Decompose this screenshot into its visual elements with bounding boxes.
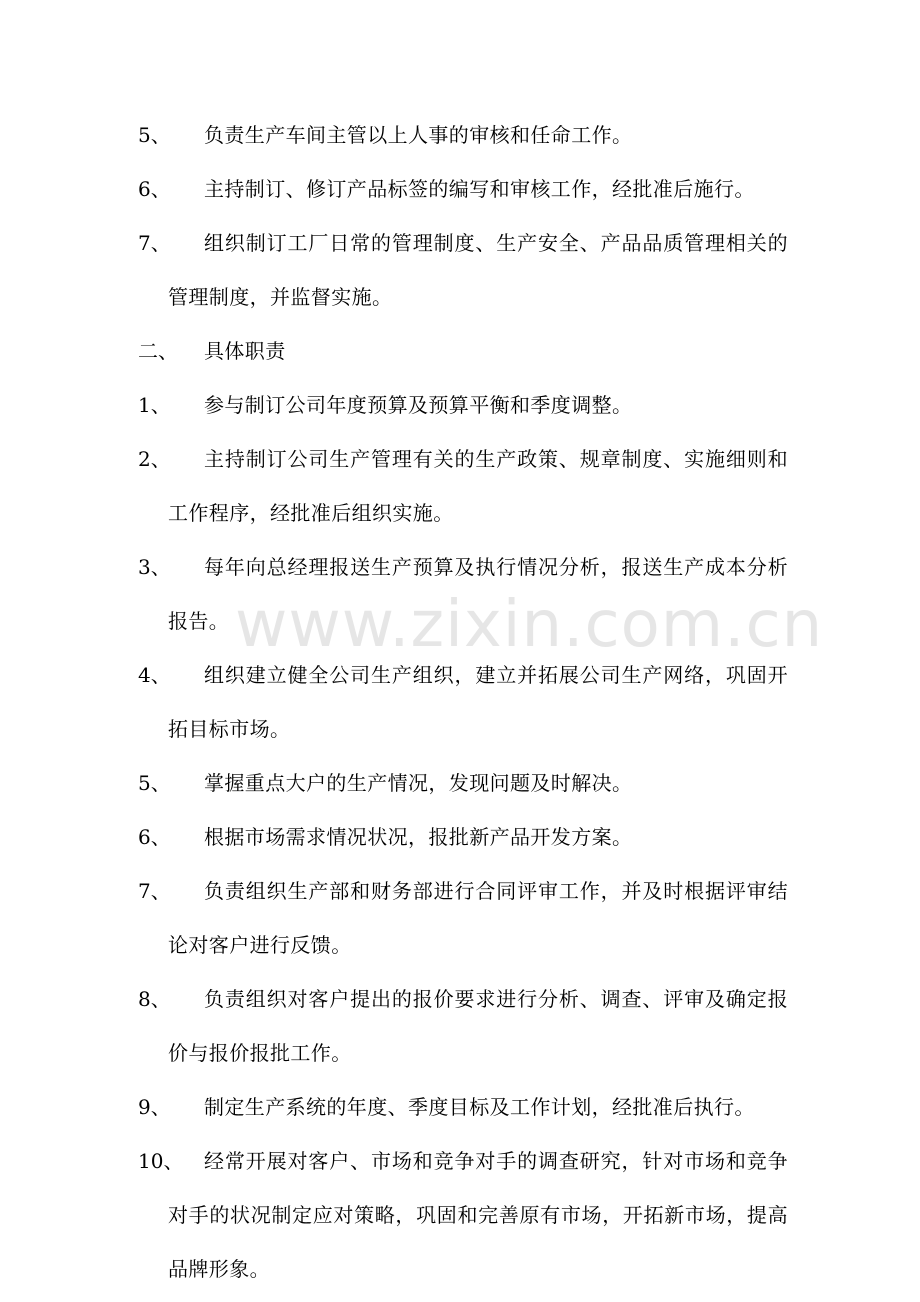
item-number: 6、 — [138, 825, 171, 849]
list-item — [138, 216, 788, 324]
list-item — [138, 972, 788, 1080]
item-number: 1、 — [138, 393, 171, 417]
item-text: 负责生产车间主管以上人事的审核和任命工作。 — [204, 123, 633, 147]
item-number: 4、 — [138, 663, 171, 687]
item-number: 5、 — [138, 771, 171, 795]
item-text: 根据市场需求情况状况，报批新产品开发方案。 — [204, 825, 633, 849]
list-item — [138, 1134, 788, 1296]
item-number: 2、 — [138, 447, 171, 471]
list-item — [138, 864, 788, 972]
item-number: 3、 — [138, 555, 171, 579]
list-item — [138, 378, 788, 432]
item-text: 组织制订工厂日常的管理制度、生产安全、产品品质管理相关的管理制度，并监督实施。 — [168, 231, 788, 309]
list-item — [138, 810, 788, 864]
list-item — [138, 432, 788, 540]
item-number: 6、 — [138, 177, 171, 201]
list-item — [138, 648, 788, 756]
item-text: 主持制订公司生产管理有关的生产政策、规章制度、实施细则和工作程序，经批准后组织实施。 — [168, 447, 788, 525]
list-item — [138, 540, 788, 648]
item-text: 经常开展对客户、市场和竞争对手的调查研究，针对市场和竞争对手的状况制定应对策略，巩固和完善原有市场，开拓新市场，提高品牌形象。 — [168, 1149, 788, 1281]
item-text: 每年向总经理报送生产预算及执行情况分析，报送生产成本分析报告。 — [168, 555, 788, 633]
item-text: 组织建立健全公司生产组织，建立并拓展公司生产网络，巩固开拓目标市场。 — [168, 663, 788, 741]
item-number: 8、 — [138, 987, 171, 1011]
list-item — [138, 162, 788, 216]
item-number: 5、 — [138, 123, 171, 147]
list-item — [138, 108, 788, 162]
item-number: 9、 — [138, 1095, 171, 1119]
section-number: 二、 — [138, 339, 178, 363]
item-number: 7、 — [138, 879, 171, 903]
list-item — [138, 756, 788, 810]
item-text: 负责组织生产部和财务部进行合同评审工作，并及时根据评审结论对客户进行反馈。 — [168, 879, 788, 957]
item-text: 负责组织对客户提出的报价要求进行分析、调查、评审及确定报价与报价报批工作。 — [168, 987, 788, 1065]
item-text: 掌握重点大户的生产情况，发现问题及时解决。 — [204, 771, 633, 795]
section-heading — [138, 324, 788, 378]
section-title: 具体职责 — [204, 339, 286, 363]
item-number: 10、 — [138, 1149, 184, 1173]
watermark: www.zixin.com.cn — [235, 588, 824, 662]
item-number: 7、 — [138, 231, 171, 255]
item-text: 参与制订公司年度预算及预算平衡和季度调整。 — [204, 393, 633, 417]
list-item — [138, 1080, 788, 1134]
document-body — [0, 108, 920, 1296]
item-text: 制定生产系统的年度、季度目标及工作计划，经批准后执行。 — [204, 1095, 755, 1119]
item-text: 主持制订、修订产品标签的编写和审核工作，经批准后施行。 — [204, 177, 755, 201]
